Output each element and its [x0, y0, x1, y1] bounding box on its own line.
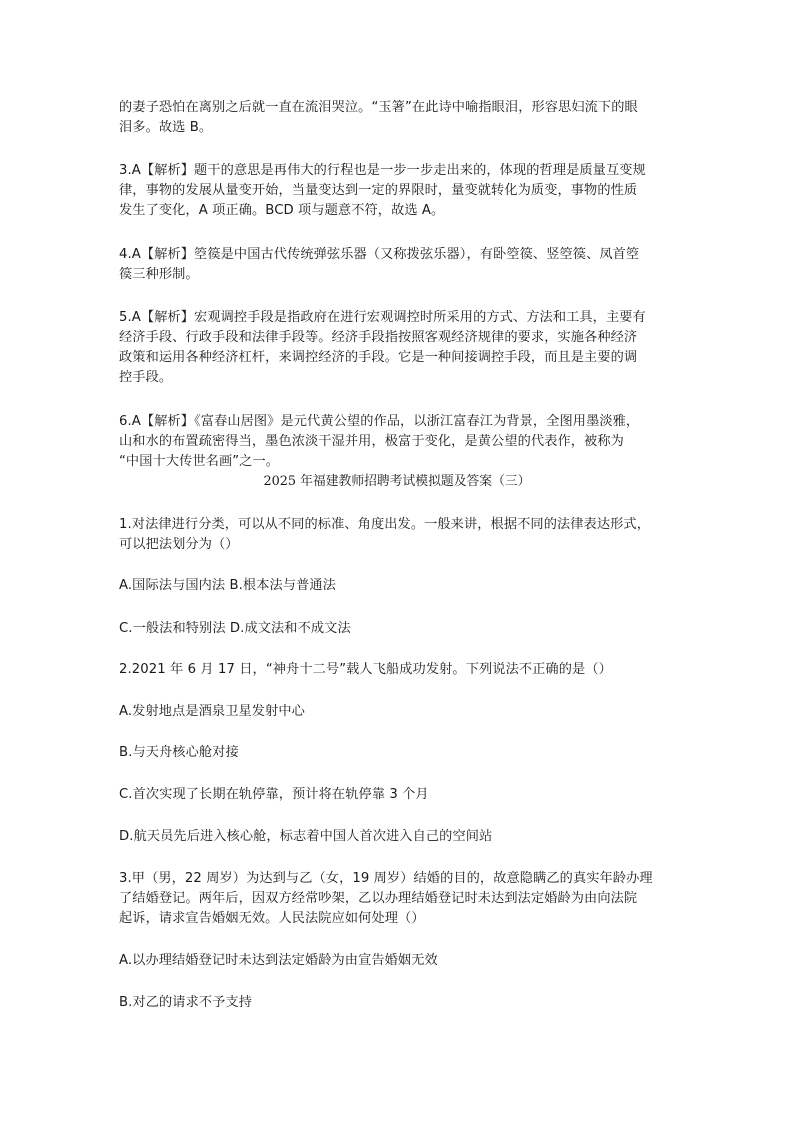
question-2-option-a: A.发射地点是酒泉卫星发射中心	[119, 704, 305, 719]
answer-5-line-4: 控手段。	[119, 370, 173, 385]
answer-5-line-2: 经济手段、行政手段和法律手段等。经济手段指按照客观经济规律的要求，实施各种经济	[119, 330, 638, 345]
question-2-option-b: B.与天舟核心舱对接	[119, 745, 239, 760]
question-1-options-cd: C.一般法和特别法 D.成文法和不成文法	[119, 621, 351, 636]
answer-6-line-1: 6.A【解析】《富春山居图》是元代黄公望的作品，以浙江富春江为背景，全图用墨淡雅，	[119, 414, 640, 429]
answer-6-line-2: 山和水的布置疏密得当，墨色浓淡干湿并用，极富于变化，是黄公望的代表作，被称为	[119, 434, 624, 449]
question-3-stem-line-1: 3.甲（男，22 周岁）为达到与乙（女，19 周岁）结婚的目的，故意隐瞒乙的真实年龄办理	[119, 871, 653, 886]
answer-5-line-1: 5.A【解析】宏观调控手段是指政府在进行宏观调控时所采用的方式、方法和工具，主要有	[119, 310, 646, 325]
question-3-stem-line-3: 起诉，请求宣告婚姻无效。人民法院应如何处理（）	[119, 911, 425, 926]
answer-4-line-2: 篌三种形制。	[119, 267, 199, 282]
answer-3-line-1: 3.A【解析】题干的意思是再伟大的行程也是一步一步走出来的，体现的哲理是质量互变规	[119, 163, 646, 178]
section-title: 2025 年福建教师招聘考试模拟题及答案（三）	[263, 474, 531, 489]
question-3-option-a: A.以办理结婚登记时未达到法定婚龄为由宣告婚姻无效	[119, 953, 438, 968]
question-1-stem-line-1: 1.对法律进行分类，可以从不同的标准、角度出发。一般来讲，根据不同的法律表达形式，	[119, 517, 650, 532]
answer-2-line-2: 泪多。故选 B。	[119, 120, 213, 135]
answer-3-line-2: 律，事物的发展从量变开始，当量变达到一定的界限时，量变就转化为质变，事物的性质	[119, 183, 638, 198]
answer-2-line-1: 的妻子恐怕在离别之后就一直在流泪哭泣。“玉箸”在此诗中喻指眼泪，形容思妇流下的眼	[119, 100, 638, 115]
answer-3-line-3: 发生了变化，A 项正确。BCD 项与题意不符，故选 A。	[119, 203, 445, 218]
question-2-option-d: D.航天员先后进入核心舱，标志着中国人首次进入自己的空间站	[119, 829, 493, 844]
question-1-options-ab: A.国际法与国内法 B.根本法与普通法	[119, 578, 336, 593]
question-3-option-b: B.对乙的请求不予支持	[119, 995, 253, 1010]
answer-5-line-3: 政策和运用各种经济杠杆，来调控经济的手段。它是一种间接调控手段，而且是主要的调	[119, 350, 638, 365]
question-3-stem-line-2: 了结婚登记。两年后，因双方经常吵架，乙以办理结婚登记时未达到法定婚龄为由向法院	[119, 891, 638, 906]
answer-4-line-1: 4.A【解析】箜篌是中国古代传统弹弦乐器（又称拨弦乐器），有卧箜篌、竖箜篌、凤首箜	[119, 247, 640, 262]
answer-6-line-3: “中国十大传世名画”之一。	[119, 454, 280, 469]
question-1-stem-line-2: 可以把法划分为（）	[119, 537, 239, 552]
question-2-stem: 2.2021 年 6 月 17 日，“神舟十二号”载人飞船成功发射。下列说法不正确的是（）	[119, 662, 612, 677]
question-2-option-c: C.首次实现了长期在轨停靠，预计将在轨停靠 3 个月	[119, 787, 429, 802]
